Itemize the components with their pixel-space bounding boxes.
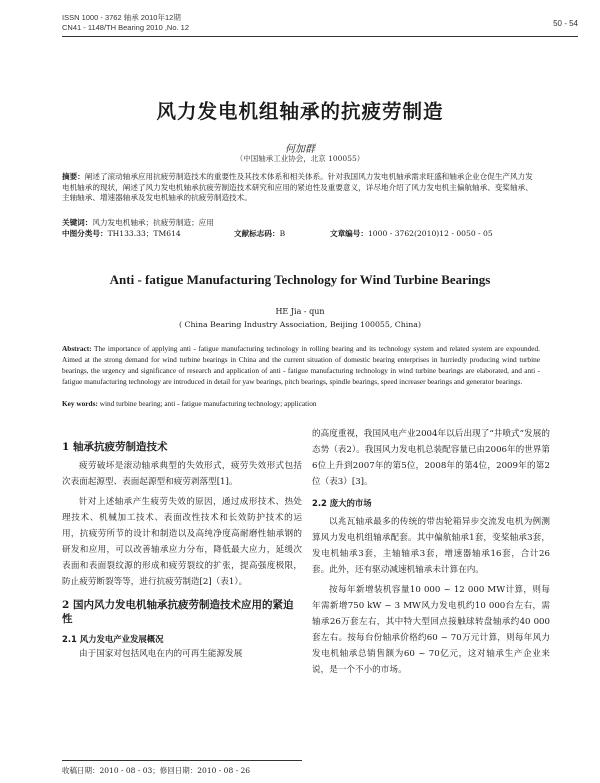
section-2-heading: 2 国内风力发电机轴承抗疲劳制造技术应用的紧迫性	[62, 599, 294, 625]
journal-header-info	[62, 13, 189, 33]
article-no-value: 1000 - 3762(2010)12 - 0050 - 05	[367, 229, 493, 238]
author-cn: 何加群	[285, 144, 315, 155]
doc-code-label: 文献标志码：	[234, 229, 280, 238]
section-1-heading: 1 轴承抗疲劳制造技术	[62, 441, 168, 453]
article-title-en: Anti - fatigue Manufacturing Technology for Wind Turbine Bearings	[109, 272, 491, 287]
keywords-en-label: Key words:	[62, 399, 98, 408]
body-column-right	[312, 414, 550, 678]
keywords-en	[62, 399, 540, 410]
abstract-cn	[62, 172, 540, 204]
article-title-cn: 风力发电机组轴承的抗疲劳制造	[156, 100, 444, 123]
issn-line: ISSN 1000 - 3762 轴承 2010年12期	[62, 13, 181, 22]
cn-line: CN41 - 1148/TH Bearing 2010 ,No. 12	[62, 23, 190, 32]
clc-value: TH133.33；TM614	[107, 229, 181, 238]
abstract-en	[62, 344, 540, 388]
keywords-cn-label: 关键词：	[62, 218, 93, 227]
keywords-cn-text: 风力发电机轴承；抗疲劳制造；应用	[92, 218, 214, 227]
header-divider	[62, 36, 578, 37]
footnote-divider	[62, 760, 302, 761]
section-2-1-heading: 2.1 风力发电产业发展概况	[62, 634, 164, 644]
affiliation-en: ( China Bearing Industry Association, Beijing 100055, China)	[178, 320, 421, 329]
body-column-left	[62, 414, 302, 662]
abstract-en-text: The importance of applying anti - fatigue manufacturing technology in rolling bearing and its technology system and related system are expounded. Aimed at the strong demand for wind turbine bearings in China and the current situation of domestic bearing enterprises in hurriedly producing wind turbine bearings, the urgency and significance of research and application of anti - fatigue manufacturing technology in wind turbine bearings are elaborated, and anti - fatigue manufacturing technology are introduced in detail for yaw bearings, pitch bearings, spindle bearings, speed increaser bearings and generator bearings.	[62, 344, 540, 386]
author-en: HE Jia - qun	[275, 307, 325, 316]
right-paragraph-2: 以兆瓦轴承最多的传统的带齿轮箱异步交流发电机为例测算风力发电机组轴承配套。其中偏航轴承1套，变桨轴承3套，发电机轴承3套，主轴轴承3套，增速器轴承16套，合计26套。此外，还有驱动减速机轴承未计算在内。	[312, 517, 550, 575]
right-paragraph-1: 的高度重视，我国风电产业2004年以后出现了“井喷式”发展的态势（表2）。我国风力发电机总装配容量已由2006年的世界第6位上升到2007年的第5位，2008年的第4位，2009年的第2位（表3）[3]。	[312, 429, 550, 487]
doc-code-value: B	[279, 229, 286, 238]
page-range: 50 - 54	[553, 19, 578, 28]
clc-label: 中图分类号：	[62, 229, 108, 238]
keywords-cn	[62, 218, 540, 229]
section-1-paragraph-2: 针对上述轴承产生疲劳失效的原因，通过成形技术、热处理技术、机械加工技术、表面改性技术和长效防护技术的运用，抗疲劳所节的设计和制造以及高纯净度高耐磨性轴承钢的研发和应用，可以改善轴承应力分布，降低最大应力，延缓次表面和表面裂纹源的形成和疲劳裂纹的扩张，提高强度极限，防止疲劳断裂等等，进行抗疲劳制造[2]（表1）。	[62, 497, 302, 587]
classification-row	[62, 229, 540, 240]
article-no-label: 文章编号：	[330, 229, 368, 238]
section-2-1-paragraph-1: 由于国家对包括风电在内的可再生能源发展	[79, 649, 243, 659]
received-date-footnote: 收稿日期：2010 - 08 - 03；修回日期：2010 - 08 - 26	[62, 766, 251, 775]
right-paragraph-3: 按每年新增装机容量10 000 ~ 12 000 MW计算，则每年需新增750 kW ~ 3 MW风力发电机约10 000台左右，需轴承26万套左右，其中特大型回点接触球转盘轴承约40 000套左右。按每台份轴承价格约60 ~ 70万元计算，则每年风力发电机轴承总销售额为60 ~ 70亿元，这对轴承生产企业来说，是一个不小的市场。	[312, 585, 550, 675]
abstract-cn-label: 摘要：	[62, 172, 85, 181]
keywords-en-text: wind turbine bearing; anti - fatigue manufacturing technology; application	[97, 399, 317, 408]
affiliation-cn: （中国轴承工业协会，北京 100055）	[235, 154, 365, 163]
abstract-cn-text: 阐述了滚动轴承应用抗疲劳制造技术的重要性及其技术体系和相关体系。针对我国风力发电机轴承需求旺盛和轴承企业仓促生产风力发电机轴承的现状，阐述了风力发电机轴承抗疲劳制造技术研究和应用的紧迫性及重要意义，详尽地介绍了风力发电机主偏航轴承、变桨轴承、主轴轴承、增速器轴承及发电机轴承的抗疲劳制造技术。	[62, 172, 533, 203]
section-1-paragraph-1: 疲劳破坏是滚动轴承典型的失效形式，疲劳失效形式包括次表面起源型、表面起源型和疲劳剥落型[1]。	[62, 461, 302, 487]
abstract-en-label: Abstract:	[62, 344, 92, 353]
section-2-2-heading: 2.2 庞大的市场	[312, 498, 372, 508]
